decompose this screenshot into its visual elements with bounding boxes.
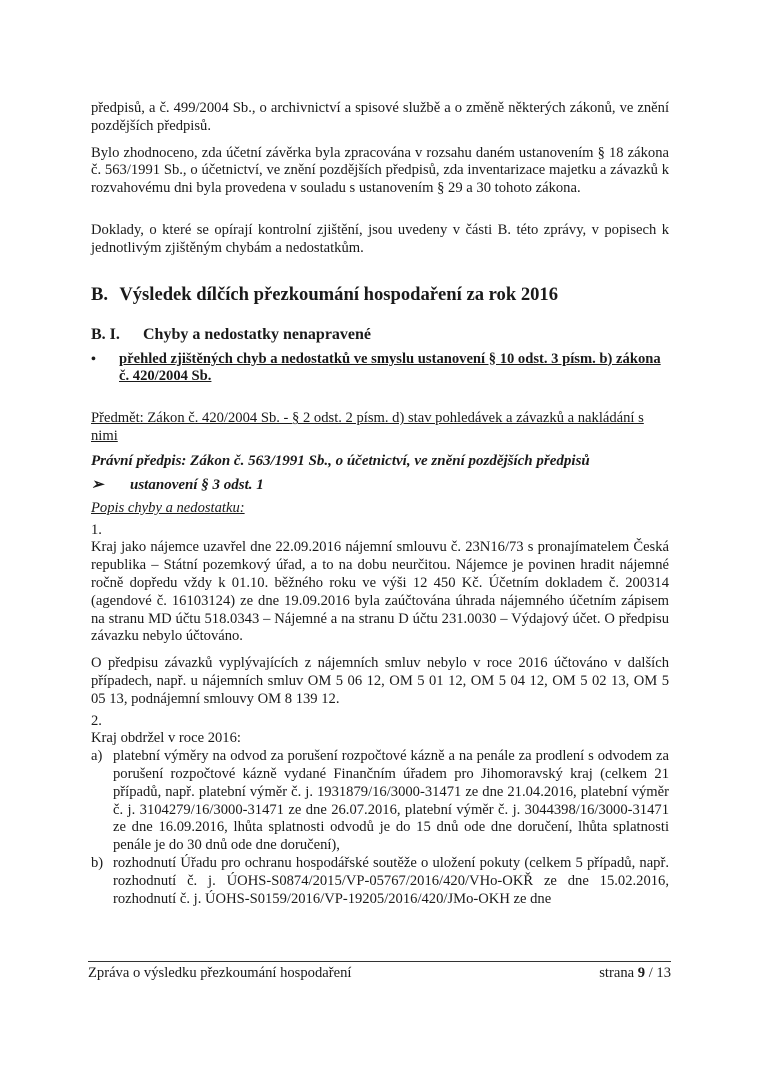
intro-paragraph-1: předpisů, a č. 499/2004 Sb., o archivnictví a spisové službě a o změně některých zákonů, ve znění pozdějších předpisů. xyxy=(91,100,669,134)
section-b1-number: B. I. xyxy=(91,325,120,343)
footer-title: Zpráva o výsledku přezkoumání hospodaření xyxy=(88,965,352,981)
section-b-heading xyxy=(91,284,669,306)
section-b1-title: Chyby a nedostatky nenapravené xyxy=(143,325,372,343)
provision-row xyxy=(91,476,669,495)
page-prefix: strana xyxy=(599,965,638,981)
item-2-number: 2. xyxy=(91,712,102,729)
arrow-bullet-icon: ➢ xyxy=(91,476,104,493)
intro-paragraph-3: Doklady, o které se opírají kontrolní zjištění, jsou uvedeny v části B. této zprávy, v popisech k jednotlivým zjištěným chybám a nedostatkům. xyxy=(91,221,669,256)
list-item-label: a) xyxy=(91,748,103,765)
list-item-label: b) xyxy=(91,854,104,871)
subject-line xyxy=(91,410,669,446)
legal-basis: Právní předpis: Zákon č. 563/1991 Sb., o účetnictví, ve znění pozdějších předpisů xyxy=(91,452,590,469)
provision-text: ustanovení § 3 odst. 1 xyxy=(130,476,264,493)
intro-paragraph-2: Bylo zhodnoceno, zda účetní závěrka byla zpracována v rozsahu daném ustanovením § 18 zákona č. 563/1991 Sb., o účetnictví, ve znění pozdějších předpisů, zda inventarizace majetku a závazků k rozvahovému dni byla provedena v souladu s ustanovením § 29 a 30 tohoto zákona. xyxy=(91,144,669,197)
item-1-paragraph-2: O předpisu závazků vyplývajících z nájemních smluv nebylo v roce 2016 účtováno v dalších případech, např. u nájemních smluv OM 5 06 12, OM 5 01 12, OM 5 04 12, OM 5 02 13, OM 5 05 13, podnájemní smlouvy OM 8 139 12. xyxy=(91,655,669,707)
list-item xyxy=(91,748,669,855)
bullet-icon: • xyxy=(91,351,96,367)
description-label: Popis chyby a nedostatku: xyxy=(91,499,245,516)
item-2-list xyxy=(91,748,669,908)
list-item xyxy=(91,855,669,908)
section-b-number: B. xyxy=(91,283,109,305)
section-b-title: Výsledek dílčích přezkoumání hospodaření za rok 2016 xyxy=(119,283,559,305)
item-1-number: 1. xyxy=(91,521,102,538)
page-footer xyxy=(88,961,671,982)
item-2-intro: Kraj obdržel v roce 2016: xyxy=(91,730,241,747)
page-separator: / xyxy=(645,965,657,981)
bullet-text: přehled zjištěných chyb a nedostatků ve smyslu ustanovení § 10 odst. 3 písm. b) zákona č. 420/2004 Sb. xyxy=(119,350,661,385)
list-item-text: platební výměry na odvod za porušení rozpočtové kázně a na penále za prodlení s odvodem za porušení rozpočtové kázně vydané Finančním úřadem pro Jihomoravský kraj (celkem 21 případů, např. platební výměr č. j. 1931879/16/3000-31471 ze dne 21.04.2016, platební výměr č. j. 3104279/16/3000-31471 ze dne 26.07.2016, platební výměr č. j. 3044398/16/3000-31471 ze dne 16.09.2016, lhůta splatnosti odvodů je do 15 dnů ode dne doručení, lhůta splatnosti penále je do 30 dnů ode dne doručení), xyxy=(113,748,669,854)
page-total: 13 xyxy=(656,965,671,981)
item-1-paragraph-1: Kraj jako nájemce uzavřel dne 22.09.2016 nájemní smlouvu č. 23N16/73 s pronajímatelem Česká republika – Státní pozemkový úřad, a to na dobu neurčitou. Nájemce je povinen hradit nájemné ročně dopředu vždy k 01.10. běžného roku ve výši 12 450 Kč. Účetním dokladem č. 200314 (agendové č. 16103124) ze dne 19.09.2016 byla zaúčtována úhrada nájemného účetním zápisem na stranu MD účtu 518.0343 – Nájemné a na stranu D účtu 231.0030 – Výdajový účet. O předpisu závazku nebylo účtováno. xyxy=(91,539,669,645)
section-b1-heading xyxy=(91,325,669,345)
page-content xyxy=(91,100,669,908)
page-current: 9 xyxy=(637,965,646,981)
subject-text: Předmět: Zákon č. 420/2004 Sb. - § 2 odst. 2 písm. d) stav pohledávek a závazků a nakládání s nimi xyxy=(91,410,644,444)
bullet-item xyxy=(91,351,669,387)
list-item-text: rozhodnutí Úřadu pro ochranu hospodářské soutěže o uložení pokuty (celkem 5 případů, např. rozhodnutí č. j. ÚOHS-S0874/2015/VP-05767/2016/420/VHo-OKŘ ze dne 15.02.2016, rozhodnutí č. j. ÚOHS-S0159/2016/VP-19205/2016/420/JMo-OKH ze dne xyxy=(113,854,669,907)
page-number xyxy=(599,964,671,982)
